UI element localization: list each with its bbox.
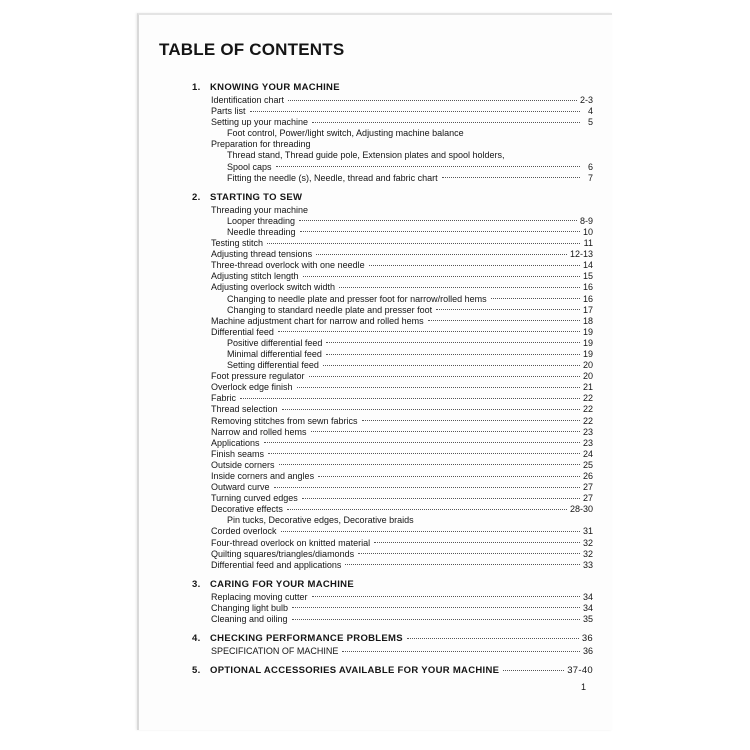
section-title: CHECKING PERFORMANCE PROBLEMS — [210, 633, 403, 645]
entry-page: 19 — [582, 337, 593, 348]
dot-leader — [342, 650, 580, 652]
dot-leader — [503, 669, 564, 671]
toc-entry — [211, 106, 593, 117]
section-heading — [192, 81, 593, 94]
toc-section — [192, 81, 593, 184]
entry-page: 11 — [583, 238, 593, 249]
entry-label: Adjusting stitch length — [211, 271, 299, 282]
dot-leader — [436, 308, 580, 310]
entry-page: 20 — [582, 371, 593, 382]
section-number: 3. — [192, 578, 201, 590]
document-page — [137, 13, 612, 730]
dot-leader — [358, 552, 580, 554]
entry-page: 21 — [582, 382, 593, 393]
toc-entry — [211, 260, 593, 271]
entry-page: 6 — [587, 161, 593, 172]
entry-page: 34 — [582, 591, 593, 602]
entry-page: 32 — [582, 537, 593, 548]
section-heading — [192, 632, 593, 645]
entry-page: 19 — [582, 348, 593, 359]
entry-page: 10 — [582, 226, 593, 237]
entry-label: Overlock edge finish — [211, 382, 293, 393]
entry-label: Cleaning and oiling — [211, 614, 288, 625]
entry-page: 15 — [582, 271, 593, 282]
toc-entry — [211, 592, 593, 603]
page-title: TABLE OF CONTENTS — [159, 40, 345, 59]
entry-page: 14 — [582, 260, 593, 271]
dot-leader — [323, 364, 580, 366]
entry-label: Foot pressure regulator — [211, 371, 305, 382]
entry-label: Differential feed — [211, 326, 274, 337]
entry-label: Differential feed and applications — [211, 559, 342, 570]
dot-leader — [292, 606, 580, 608]
toc-section — [192, 664, 593, 677]
dot-leader — [300, 230, 580, 232]
dot-leader — [326, 353, 580, 355]
toc-entry — [211, 526, 593, 537]
toc-entry — [211, 471, 593, 482]
entry-page: 35 — [582, 614, 593, 625]
toc-entry — [211, 327, 593, 338]
dot-leader — [345, 563, 580, 565]
section-number: 4. — [192, 633, 201, 645]
entry-label: Changing light bulb — [211, 602, 289, 613]
entry-label: Pin tucks, Decorative edges, Decorative braids — [227, 515, 414, 526]
entry-label: SPECIFICATION OF MACHINE — [211, 646, 339, 657]
dot-leader — [428, 319, 580, 321]
dot-leader — [311, 430, 580, 432]
toc-entry — [211, 438, 593, 449]
entry-label: Narrow and rolled hems — [211, 426, 307, 437]
toc-entry — [211, 449, 593, 460]
dot-leader — [374, 541, 580, 543]
dot-leader — [339, 286, 580, 288]
entry-label: Threading your machine — [211, 204, 309, 215]
entry-label: Setting up your machine — [211, 117, 309, 128]
entry-page: 22 — [582, 393, 593, 404]
entry-page: 18 — [582, 315, 593, 326]
dot-leader — [316, 253, 567, 255]
table-of-contents — [192, 81, 593, 684]
toc-entry — [211, 338, 593, 349]
dot-leader — [362, 419, 580, 421]
toc-entry — [211, 360, 593, 371]
toc-entry — [211, 349, 593, 360]
toc-entry — [211, 460, 593, 471]
toc-entry — [211, 393, 593, 404]
section-title: KNOWING YOUR MACHINE — [210, 82, 340, 93]
dot-leader — [250, 110, 580, 112]
toc-entry — [211, 482, 593, 493]
dot-leader — [240, 397, 580, 399]
entry-label: Adjusting thread tensions — [211, 249, 313, 260]
entry-page: 22 — [582, 415, 593, 426]
toc-entry — [211, 504, 593, 515]
section-title: CARING FOR YOUR MACHINE — [210, 578, 354, 590]
dot-leader — [303, 275, 580, 277]
section-heading — [192, 664, 593, 677]
entry-page: 20 — [582, 360, 593, 371]
entry-label: Finish seams — [211, 448, 265, 459]
entry-label: Thread selection — [211, 404, 278, 415]
entry-label: Testing stitch — [211, 238, 264, 249]
toc-entry — [211, 282, 593, 293]
entry-page: 5 — [587, 117, 593, 128]
toc-entry — [211, 305, 593, 316]
section-title: OPTIONAL ACCESSORIES AVAILABLE FOR YOUR MACHINE — [210, 665, 500, 677]
section-title: STARTING TO SEW — [210, 191, 303, 203]
section-heading — [192, 578, 593, 591]
entry-label: Three-thread overlock with one needle — [211, 260, 365, 271]
dot-leader — [268, 452, 580, 454]
entry-page: 23 — [582, 426, 593, 437]
entry-page: 24 — [582, 448, 593, 459]
toc-entry — [211, 603, 593, 614]
dot-leader — [312, 121, 580, 123]
dot-leader — [297, 386, 580, 388]
entry-label: Decorative effects — [211, 504, 283, 515]
dot-leader — [288, 99, 577, 101]
toc-entry — [211, 560, 593, 571]
toc-entry — [211, 493, 593, 504]
entry-label: Foot control, Power/light switch, Adjusting machine balance — [227, 128, 464, 139]
dot-leader — [281, 530, 580, 532]
toc-entry — [211, 249, 593, 260]
toc-section — [192, 632, 593, 657]
entry-page: 36 — [582, 646, 593, 657]
entry-label: Adjusting overlock switch width — [211, 282, 336, 293]
entry-label: Turning curved edges — [211, 493, 298, 504]
entry-page: 33 — [582, 559, 593, 570]
toc-entry — [211, 416, 593, 427]
entry-page: 23 — [582, 437, 593, 448]
entry-label: Parts list — [211, 106, 246, 117]
entry-page: 25 — [582, 459, 593, 470]
entry-label: Positive differential feed — [227, 337, 323, 348]
entry-page: 27 — [582, 493, 593, 504]
entry-label: Replacing moving cutter — [211, 591, 308, 602]
entry-label: Preparation for threading — [211, 139, 311, 150]
entry-label: Inside corners and angles — [211, 471, 315, 481]
entry-label: Four-thread overlock on knitted material — [211, 537, 371, 548]
entry-label: Corded overlock — [211, 526, 277, 537]
dot-leader — [264, 441, 580, 443]
entry-label: Fabric — [211, 393, 237, 404]
dot-leader — [279, 463, 580, 465]
dot-leader — [274, 486, 580, 488]
dot-leader — [287, 508, 567, 510]
toc-entry — [211, 427, 593, 438]
toc-entry — [211, 227, 593, 238]
toc-entry — [211, 117, 593, 128]
dot-leader — [267, 242, 580, 244]
toc-entry — [211, 238, 593, 249]
entry-label: Changing to needle plate and presser foot for narrow/rolled hems — [227, 293, 487, 304]
toc-entry — [211, 316, 593, 327]
toc-entry — [211, 150, 593, 161]
entry-label: Minimal differential feed — [227, 348, 322, 359]
entry-label: Identification chart — [211, 95, 285, 105]
toc-section — [192, 191, 593, 571]
dot-leader — [276, 165, 580, 167]
entry-page: 27 — [582, 482, 593, 493]
entry-page: 7 — [587, 172, 593, 183]
toc-entry — [211, 128, 593, 139]
entry-page: 32 — [582, 548, 593, 559]
toc-entry — [211, 404, 593, 415]
entry-label: Machine adjustment chart for narrow and rolled hems — [211, 315, 424, 326]
section-number: 5. — [192, 665, 201, 677]
entry-page: 26 — [582, 471, 593, 481]
dot-leader — [312, 595, 580, 597]
dot-leader — [407, 637, 579, 639]
entry-label: Fitting the needle (s), Needle, thread and fabric chart — [227, 172, 438, 183]
page-number: 1 — [581, 682, 587, 692]
entry-page: 2-3 — [579, 95, 593, 105]
toc-entry — [211, 95, 593, 106]
entry-label: Outside corners — [211, 459, 275, 470]
entry-label: Thread stand, Thread guide pole, Extension plates and spool holders, — [227, 150, 505, 161]
toc-entry — [211, 614, 593, 625]
entry-page: 16 — [582, 293, 593, 304]
toc-entry — [211, 549, 593, 560]
dot-leader — [292, 618, 580, 620]
entry-label: Setting differential feed — [227, 360, 319, 371]
toc-entry — [211, 646, 593, 657]
section-heading — [192, 191, 593, 204]
entry-page: 12-13 — [569, 249, 593, 260]
entry-label: Looper threading — [227, 215, 296, 226]
toc-entry — [211, 294, 593, 305]
entry-page: 19 — [582, 326, 593, 337]
toc-entry — [211, 371, 593, 382]
dot-leader — [326, 341, 580, 343]
entry-label: Outward curve — [211, 482, 270, 493]
section-page: 36 — [581, 633, 593, 645]
dot-leader — [491, 297, 580, 299]
toc-entry — [211, 216, 593, 227]
toc-entry — [211, 162, 593, 173]
toc-entry — [211, 538, 593, 549]
entry-label: Quilting squares/triangles/diamonds — [211, 548, 355, 559]
section-number: 2. — [192, 191, 201, 203]
entry-page: 22 — [582, 404, 593, 415]
toc-entry — [211, 382, 593, 393]
entry-label: Removing stitches from sewn fabrics — [211, 415, 358, 426]
dot-leader — [302, 497, 580, 499]
entry-label: Applications — [211, 437, 260, 448]
dot-leader — [299, 219, 577, 221]
entry-label: Changing to standard needle plate and presser foot — [227, 304, 433, 315]
entry-page: 8-9 — [579, 215, 593, 226]
entry-label: Needle threading — [227, 226, 296, 237]
entry-label: Spool caps — [227, 161, 272, 172]
section-page: 37-40 — [567, 665, 593, 677]
entry-page: 4 — [587, 106, 593, 117]
dot-leader — [282, 408, 580, 410]
entry-page: 17 — [582, 304, 593, 315]
toc-entry — [211, 515, 593, 526]
entry-page: 31 — [582, 526, 593, 537]
dot-leader — [442, 176, 580, 178]
entry-page: 16 — [582, 282, 593, 293]
toc-entry — [211, 173, 593, 184]
toc-section — [192, 578, 593, 625]
toc-entry — [211, 205, 593, 216]
toc-entry — [211, 271, 593, 282]
dot-leader — [318, 475, 580, 477]
entry-page: 34 — [582, 602, 593, 613]
entry-page: 28-30 — [569, 504, 593, 515]
section-number: 1. — [192, 82, 201, 93]
dot-leader — [369, 264, 580, 266]
toc-entry — [211, 139, 593, 150]
dot-leader — [309, 375, 580, 377]
dot-leader — [278, 330, 580, 332]
